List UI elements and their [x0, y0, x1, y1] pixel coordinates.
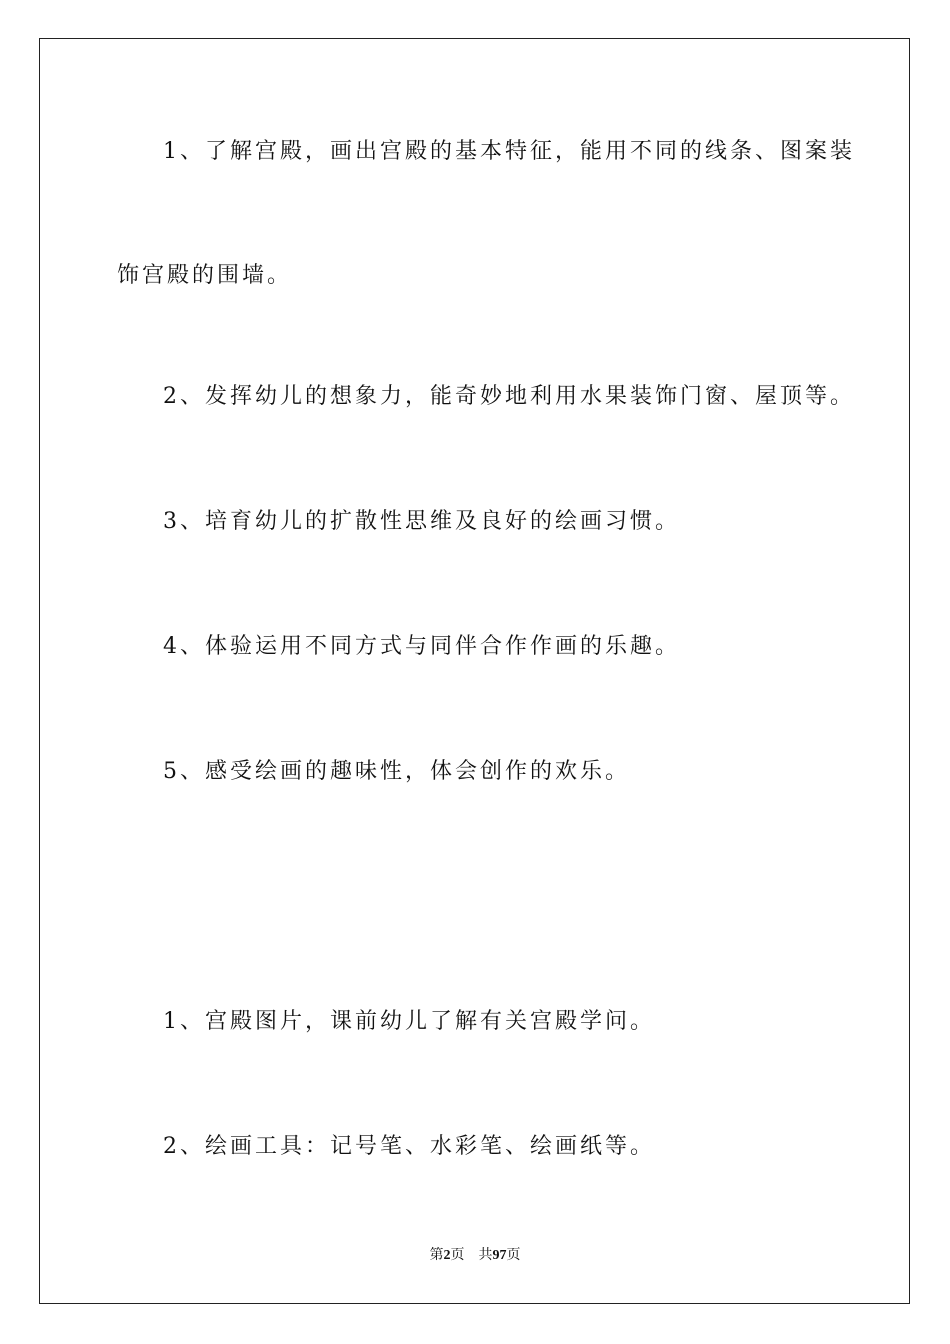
page-footer: [0, 1246, 950, 1266]
footer-prefix: 第: [429, 1248, 444, 1263]
paragraph-2: 2、发挥幼儿的想象力，能奇妙地利用水果装饰门窗、屋顶等。: [163, 384, 855, 409]
footer-total-prefix: 共: [478, 1248, 493, 1263]
current-page-number: 2: [443, 1248, 451, 1263]
page-border: [39, 38, 910, 1304]
total-pages-number: 97: [492, 1248, 507, 1263]
footer-page-suffix: 页: [450, 1248, 465, 1263]
paragraph-4: 4、体验运用不同方式与同伴合作作画的乐趣。: [163, 634, 680, 659]
paragraph-5: 5、感受绘画的趣味性，体会创作的欢乐。: [163, 759, 630, 784]
paragraph-6: 1、宫殿图片，课前幼儿了解有关宫殿学问。: [163, 1009, 655, 1034]
paragraph-1-line-1: 1、了解宫殿，画出宫殿的基本特征，能用不同的线条、图案装: [163, 139, 855, 164]
paragraph-1-line-2: 饰宫殿的围墙。: [117, 263, 293, 288]
paragraph-3: 3、培育幼儿的扩散性思维及良好的绘画习惯。: [163, 509, 680, 534]
footer-total-suffix: 页: [506, 1248, 521, 1263]
paragraph-7: 2、绘画工具：记号笔、水彩笔、绘画纸等。: [163, 1134, 655, 1159]
